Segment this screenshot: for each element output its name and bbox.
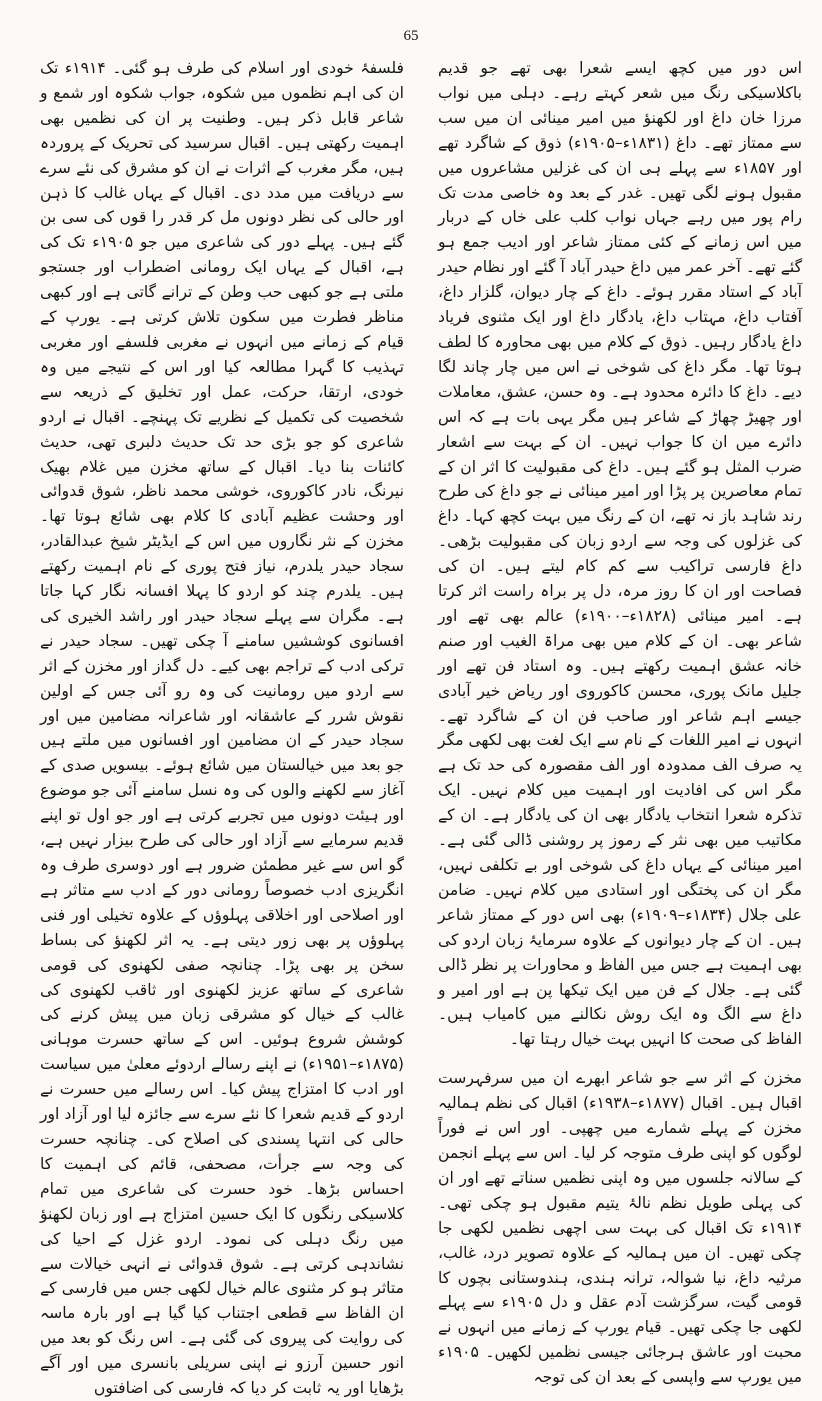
right-column-main-text: اس دور میں کچھ ایسے شعرا بھی تھے جو قدیم باکلاسیکی رنگ میں شعر کہتے رہے۔ دہلی میں نواب مرزا خان داغ اور لکھنؤ میں امیر مینائی ان میں سب سے ممتاز تھے۔ داغ (۱۸۳۱ء–۱۹۰۵ء) ذوق کے شاگرد تھے اور ۱۸۵۷ء سے پہلے ہی ان کی غزلیں مشاعروں میں مقبول ہونے لگی تھیں۔ غدر کے بعد وہ خاصی مدت تک رام پور میں رہے جہاں نواب کلب علی خاں کے دربار میں اس زمانے کے کئی ممتاز شاعر اور ادیب جمع ہو گئے تھے۔ آخر عمر میں داغ حیدر آباد آ گئے اور نظام حیدر آباد کے استاد مقرر ہوئے۔ داغ کے چار دیوان، گلزار داغ، آفتاب داغ، مہتاب داغ، یادگار داغ اور ایک مثنوی فریاد داغ یادگار رہیں۔ ذوق کے کلام میں بھی محاورہ کا لطف ہوتا تھا۔ مگر داغ کی شوخی نے اس میں چار چاند لگا دیے۔ داغ کا دائرہ محدود ہے۔ وہ حسن، عشق، معاملات اور چھیڑ چھاڑ کے شاعر ہیں مگر یہی بات ہے کہ اس دائرے میں ان کا جواب نہیں۔ ان کے بہت سے اشعار ضرب المثل ہو گئے ہیں۔ داغ کی مقبولیت کا اثر ان کے تمام معاصرین پر پڑا اور امیر مینائی نے جو داغ کی طرح رند شاہد باز نہ تھے، ان کے رنگ میں بہت کچھ کہا۔ داغ کی غزلوں کی وجہ سے اردو زبان کی مقبولیت بڑھی۔ داغ فارسی تراکیب سے کم کام لیتے ہیں۔ ان کی فصاحت اور ان کا روز مرہ، دل پر براہ راست اثر کرتا ہے۔ امیر مینائی (۱۸۲۸ء–۱۹۰۰ء) عالم بھی تھے اور شاعر بھی۔ ان کے کلام میں بھی مراۃ الغیب اور صنم خانہ عشق اہمیت رکھتے ہیں۔ وہ استاد فن تھے اور جلیل مانک پوری، محسن کاکوروی اور ریاض خیر آبادی جیسے اہم شاعر اور صاحب فن ان کے شاگرد تھے۔ انہوں نے امیر اللغات کے نام سے ایک لغت بھی لکھی مگر یہ صرف الف ممدودہ اور الف مقصورہ کی حد تک ہے مگر اس کی افادیت اور اہمیت میں کلام نہیں۔ ایک تذکرہ شعرا انتخاب یادگار بھی ان کی یادگار ہے۔ ان کے مکاتیب میں بھی نثر کے رموز پر روشنی ڈالی گئی ہے۔ امیر مینائی کے یہاں داغ کی شوخی اور بے تکلفی نہیں، مگر ان کی پختگی اور استادی میں کلام نہیں۔ ضامن علی جلال (۱۸۳۴ء–۱۹۰۹ء) بھی اس دور کے ممتاز شاعر ہیں۔ ان کے چار دیوانوں کے علاوہ سرمایۂ زبان اردو کی بھی اہمیت ہے جس میں الفاظ و محاورات پر نظر ڈالی گئی ہے۔ جلال کے فن میں ایک تیکھا پن ہے اور امیر و داغ سے الگ وہ ایک روش نکالنے میں کامیاب ہیں۔ الفاظ کی صحت کا انہیں بہت خیال رہتا تھا۔: [438, 59, 802, 1049]
left-column-main-text: فلسفۂ خودی اور اسلام کی طرف ہو گئی۔ ۱۹۱۴ء تک ان کی اہم نظموں میں شکوہ، جواب شکوہ اور شمع و شاعر قابل ذکر ہیں۔ وطنیت پر ان کی نظمیں بھی اہمیت رکھتی ہیں۔ اقبال سرسید کی تحریک کے پروردہ ہیں، مگر مغرب کے اثرات نے ان کو مشرق کی نئے سرے سے دریافت میں مدد دی۔ اقبال کے یہاں غالب کا ذہن اور حالی کی نظر دونوں مل کر قدر را قوں کی سی بن گئے ہیں۔ پہلے دور کی شاعری میں جو ۱۹۰۵ء تک کی ہے، اقبال کے یہاں ایک رومانی اضطراب اور جستجو ملتی ہے جو کبھی حب وطن کے ترانے گاتی ہے اور کبھی مناظر فطرت میں سکون تلاش کرتی ہے۔ یورپ کے قیام کے زمانے میں انہوں نے مغربی فلسفے اور مغربی تہذیب کا گہرا مطالعہ کیا اور اس کے نتیجے میں وہ خودی، ارتقا، حرکت، عمل اور تخلیق کے ذریعہ سے شخصیت کی تکمیل کے نظریے تک پہنچے۔ اقبال نے اردو شاعری کو جو بڑی حد تک حدیث دلبری تھی، حدیث کائنات بنا دیا۔ اقبال کے ساتھ مخزن میں غلام بھیک نیرنگ، نادر کاکوروی، خوشی محمد ناظر، شوق قدوائی اور وحشت عظیم آبادی کا کلام بھی شائع ہوتا تھا۔ مخزن کے نثر نگاروں میں اس کے ایڈیٹر شیخ عبدالقادر، سجاد حیدر یلدرم، نیاز فتح پوری کے نام اہمیت رکھتے ہیں۔ یلدرم چند کو اردو کا پہلا افسانہ نگار کہا جاتا ہے۔ مگران سے پہلے سجاد حیدر اور راشد الخیری کی افسانوی کوششیں سامنے آ چکی تھیں۔ سجاد حیدر نے ترکی ادب کے تراجم بھی کیے۔ دل گداز اور مخزن کے اثر سے اردو میں رومانیت کی وہ رو آئی جس کے اولین نقوش شرر کے عاشقانہ اور شاعرانہ مضامین میں اور سجاد حیدر کے ان مضامین اور افسانوں میں ملتے ہیں جو بعد میں خیالستان میں شائع ہوئے۔ بیسویں صدی کے آغاز سے لکھنے والوں کی وہ نسل سامنے آئی جو موضوع اور ہیئت دونوں میں تجربے کرتی ہے اور جو اول تو اپنے قدیم سرمایے سے آزاد اور حالی کی طرح بیزار نہیں ہے، گو اس سے غیر مطمئن ضرور ہے اور دوسری طرف وہ انگریزی ادب خصوصاً رومانی دور کے ادب سے متاثر ہے اور اصلاحی اور اخلاقی پہلوؤں کے علاوہ تخیلی اور فنی پہلوؤں پر بھی زور دیتی ہے۔ یہ اثر لکھنؤ کی بساط سخن پر بھی پڑا۔ چنانچہ صفی لکھنوی کی قومی شاعری کے ساتھ عزیز لکھنوی اور ثاقب لکھنوی کی غالب کے خیال کو مشرقی زبان میں پیش کرنے کی کوشش شروع ہوئیں۔ اس کے ساتھ حسرت موہانی (۱۸۷۵ء–۱۹۵۱ء) نے اپنے رسالے اردوئے معلیٰ میں سیاست اور ادب کا امتزاج پیش کیا۔ اس رسالے میں حسرت نے اردو کے قدیم شعرا کا نئے سرے سے جائزہ لیا اور آزاد اور حالی کی انتہا پسندی کی اصلاح کی۔ چنانچہ حسرت کی وجہ سے جرأت، مصحفی، قائم کی اہمیت کا احساس بڑھا۔ خود حسرت کی شاعری میں تمام کلاسیکی رنگوں کا ایک حسین امتزاج ہے اور زبان لکھنؤ میں رنگ دہلی کی نمود۔ اردو غزل کے احیا کی نشاندہی کرتی ہے۔ شوق قدوائی نے انہی خیالات سے متاثر ہو کر مثنوی عالم خیال لکھی جس میں فارسی کے ان الفاظ سے قطعی اجتناب کیا گیا ہے اور بارہ ماسہ کی روایت کی پیروی کی گئی ہے۔ اس رنگ کو بعد میں انور حسین آرزو نے اپنی سریلی بانسری میں اور آگے بڑھایا اور یہ ثابت کر دیا کہ فارسی کی اضافتوں: [40, 59, 404, 1398]
right-column-tail-text: مخزن کے اثر سے جو شاعر ابھرے ان میں سرفہرست اقبال ہیں۔ اقبال (۱۸۷۷ء–۱۹۳۸ء) اقبال کی نظم ہمالیہ مخزن کے پہلے شمارے میں چھپی۔ اور اس نے فوراً لوگوں کو اپنی طرف متوجہ کر لیا۔ اس سے پہلے انجمن کے سالانہ جلسوں میں وہ اپنی نظمیں سناتے تھے اور ان کی پہلی طویل نظم نالۂ یتیم مقبول ہو چکی تھی۔ ۱۹۱۴ء تک اقبال کی بہت سی اچھی نظمیں لکھی جا چکی تھیں۔ ان میں ہمالیہ کے علاوہ تصویر درد، غالب، مرثیہ داغ، نیا شوالہ، ترانہ ہندی، ہندوستانی بچوں کا قومی گیت، سرگزشت آدم عقل و دل ۱۹۰۵ء سے پہلے لکھی جا چکی تھیں۔ قیام یورپ کے زمانے میں انہوں نے محبت اور عاشق ہرجائی جیسی نظمیں لکھیں۔ ۱۹۰۵ء میں یورپ سے واپسی کے بعد ان کی توجہ: [438, 1069, 803, 1387]
left-text-column: [40, 56, 404, 1398]
page-number: 65: [403, 28, 419, 44]
right-text-column: [438, 56, 803, 1387]
